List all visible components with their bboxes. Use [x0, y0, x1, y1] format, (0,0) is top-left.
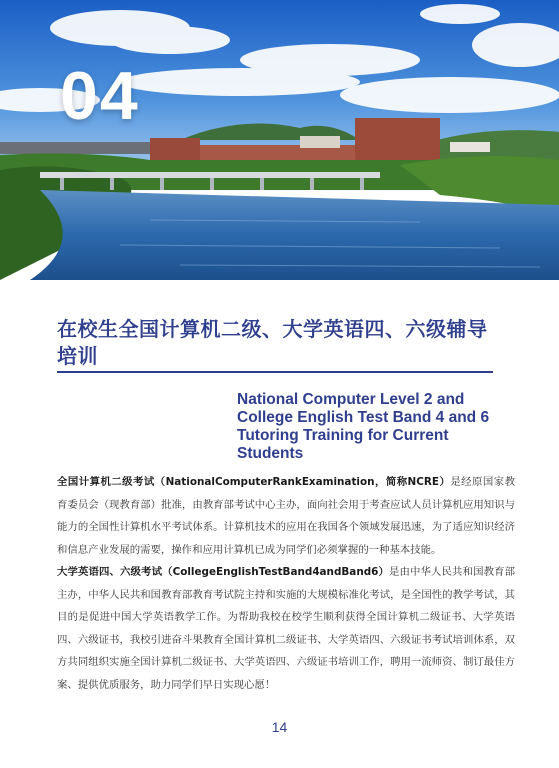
- campus-lake-illustration: [0, 0, 559, 280]
- title-divider: [57, 371, 493, 373]
- paragraph-ncre-lead: 全国计算机二级考试（NationalComputerRankExamination，简称NCRE）: [57, 476, 451, 488]
- paragraph-cet-lead: 大学英语四、六级考试（CollegeEnglishTestBand4andBand6）: [57, 566, 390, 578]
- paragraph-ncre: [57, 471, 515, 561]
- section-title-english: National Computer Level 2 and College English Test Band 4 and 6 Tutoring Training for Current Students: [237, 391, 490, 462]
- paragraph-cet-text: 是由中华人民共和国教育部主办，中华人民共和国教育部教育考试院主持和实施的大规模标准化考试，是全国性的教学考试，其目的是促进中国大学英语教学工作。为帮助我校在校学生顺利获得全国计算机二级证书、大学英语四、六级证书，我校引进奋斗果教育全国计算机二级证书、大学英语四、六级证书考试培训体系，双方共同组织实施全国计算机二级证书、大学英语四、六级证书培训工作，聘用一流师资、制订最佳方案、提供优质服务，助力同学们早日实现心愿！: [57, 566, 515, 691]
- hero-campus-photo: [0, 0, 559, 280]
- paragraph-cet: [57, 561, 515, 696]
- section-title-chinese: 在校生全国计算机二级、大学英语四、六级辅导培训: [57, 317, 488, 368]
- page-number: 14: [271, 719, 288, 735]
- chapter-number: 04: [60, 58, 140, 134]
- body-text: [57, 471, 515, 696]
- paragraph-ncre-text: 是经原国家教育委员会（现教育部）批准，由教育部考试中心主办，面向社会用于考查应试人员计算机应用知识与能力的全国性计算机水平考试体系。计算机技术的应用在我国各个领域发展迅速，为了适应知识经济和信息产业发展的需要，操作和应用计算机已成为同学们必须掌握的一种基本技能。: [57, 476, 516, 556]
